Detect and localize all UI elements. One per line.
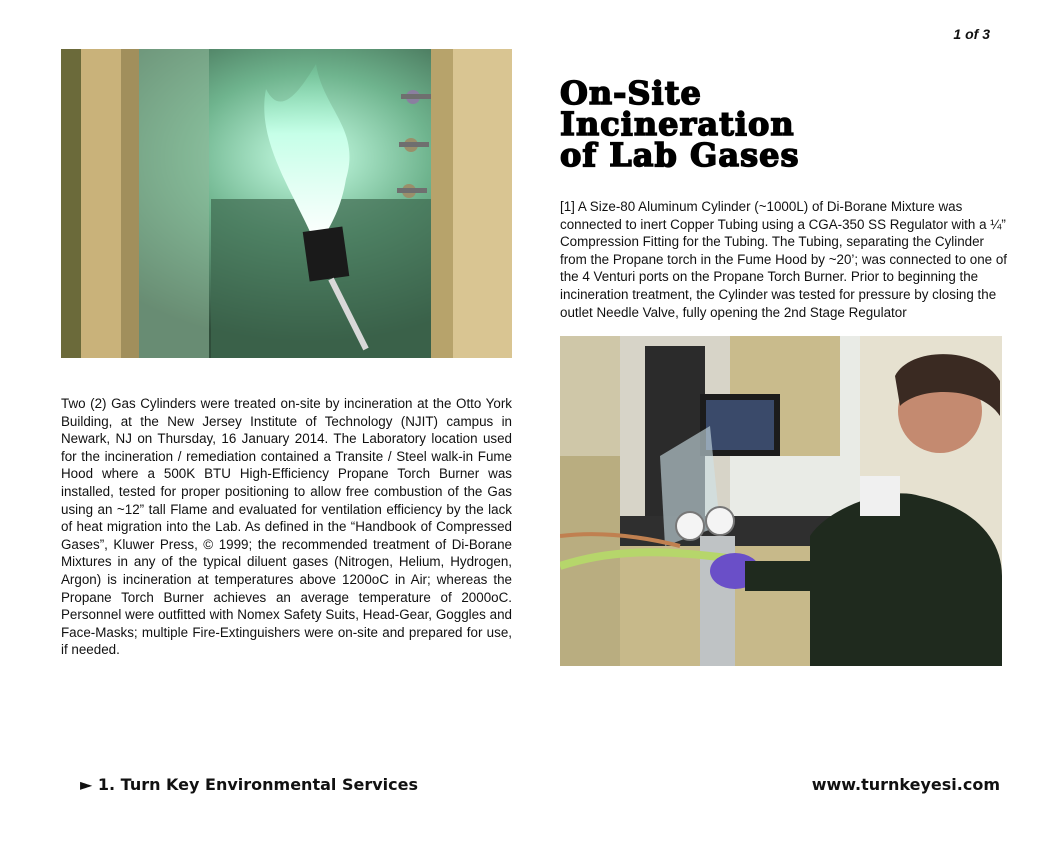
page-title <box>560 74 1020 174</box>
footer-company-link[interactable]: ► 1. Turn Key Environmental Services <box>80 775 418 794</box>
footer-website-link[interactable]: www.turnkeyesi.com <box>811 775 1000 794</box>
title-line-2: Incineration <box>560 105 795 143</box>
flame-photo <box>61 49 512 358</box>
title-line-1: On-Site <box>560 74 702 112</box>
technician-photo <box>560 336 1002 666</box>
body-paragraph: Two (2) Gas Cylinders were treated on-site by incineration at the Otto York Building, at the New Jersey Institute of Technology (NJIT) campus in Newark, NJ on Thursday, 16 January 2014. The Laboratory location used for the incineration / remediation contained a Transite / Steel walk-in Fume Hood where a 500K BTU High-Efficiency Propane Torch Burner was installed, tested for proper positioning to allow free combustion of the Gas using an ~12” tall Flame and evaluated for ventilation efficiency by the lack of heat migration into the Lab. As defined in the “Handbook of Compressed Gases”, Kluwer Press, © 1999; the recommended treatment of Di-Borane Mixtures in any of the typical diluent gases (Nitrogen, Helium, Hydrogen, Argon) is incineration at temperatures above 1200oC in Air; whereas the Propane Torch Burner achieves an average temperature of 2000oC. Personnel were outfitted with Nomex Safety Suits, Head-Gear, Goggles and Face-Masks; multiple Fire-Extinguishers were on-site and prepared for use, if needed. <box>61 396 512 658</box>
title-line-3: of Lab Gases <box>560 136 800 174</box>
intro-paragraph: [1] A Size-80 Aluminum Cylinder (~1000L) of Di-Borane Mixture was connected to inert Copper Tubing using a CGA-350 SS Regulator with a ¼” Compression Fitting for the Tubing. The Tubing, separating the Cylinder from the Propane torch in the Fume Hood by ~20’; was connected to one of the 4 Venturi ports on the Propane Torch Burner. Prior to beginning the incineration treatment, the Cylinder was tested for pressure by closing the outlet Needle Valve, fully opening the 2nd Stage Regulator <box>560 199 1007 320</box>
page-number: 1 of 3 <box>953 26 990 42</box>
